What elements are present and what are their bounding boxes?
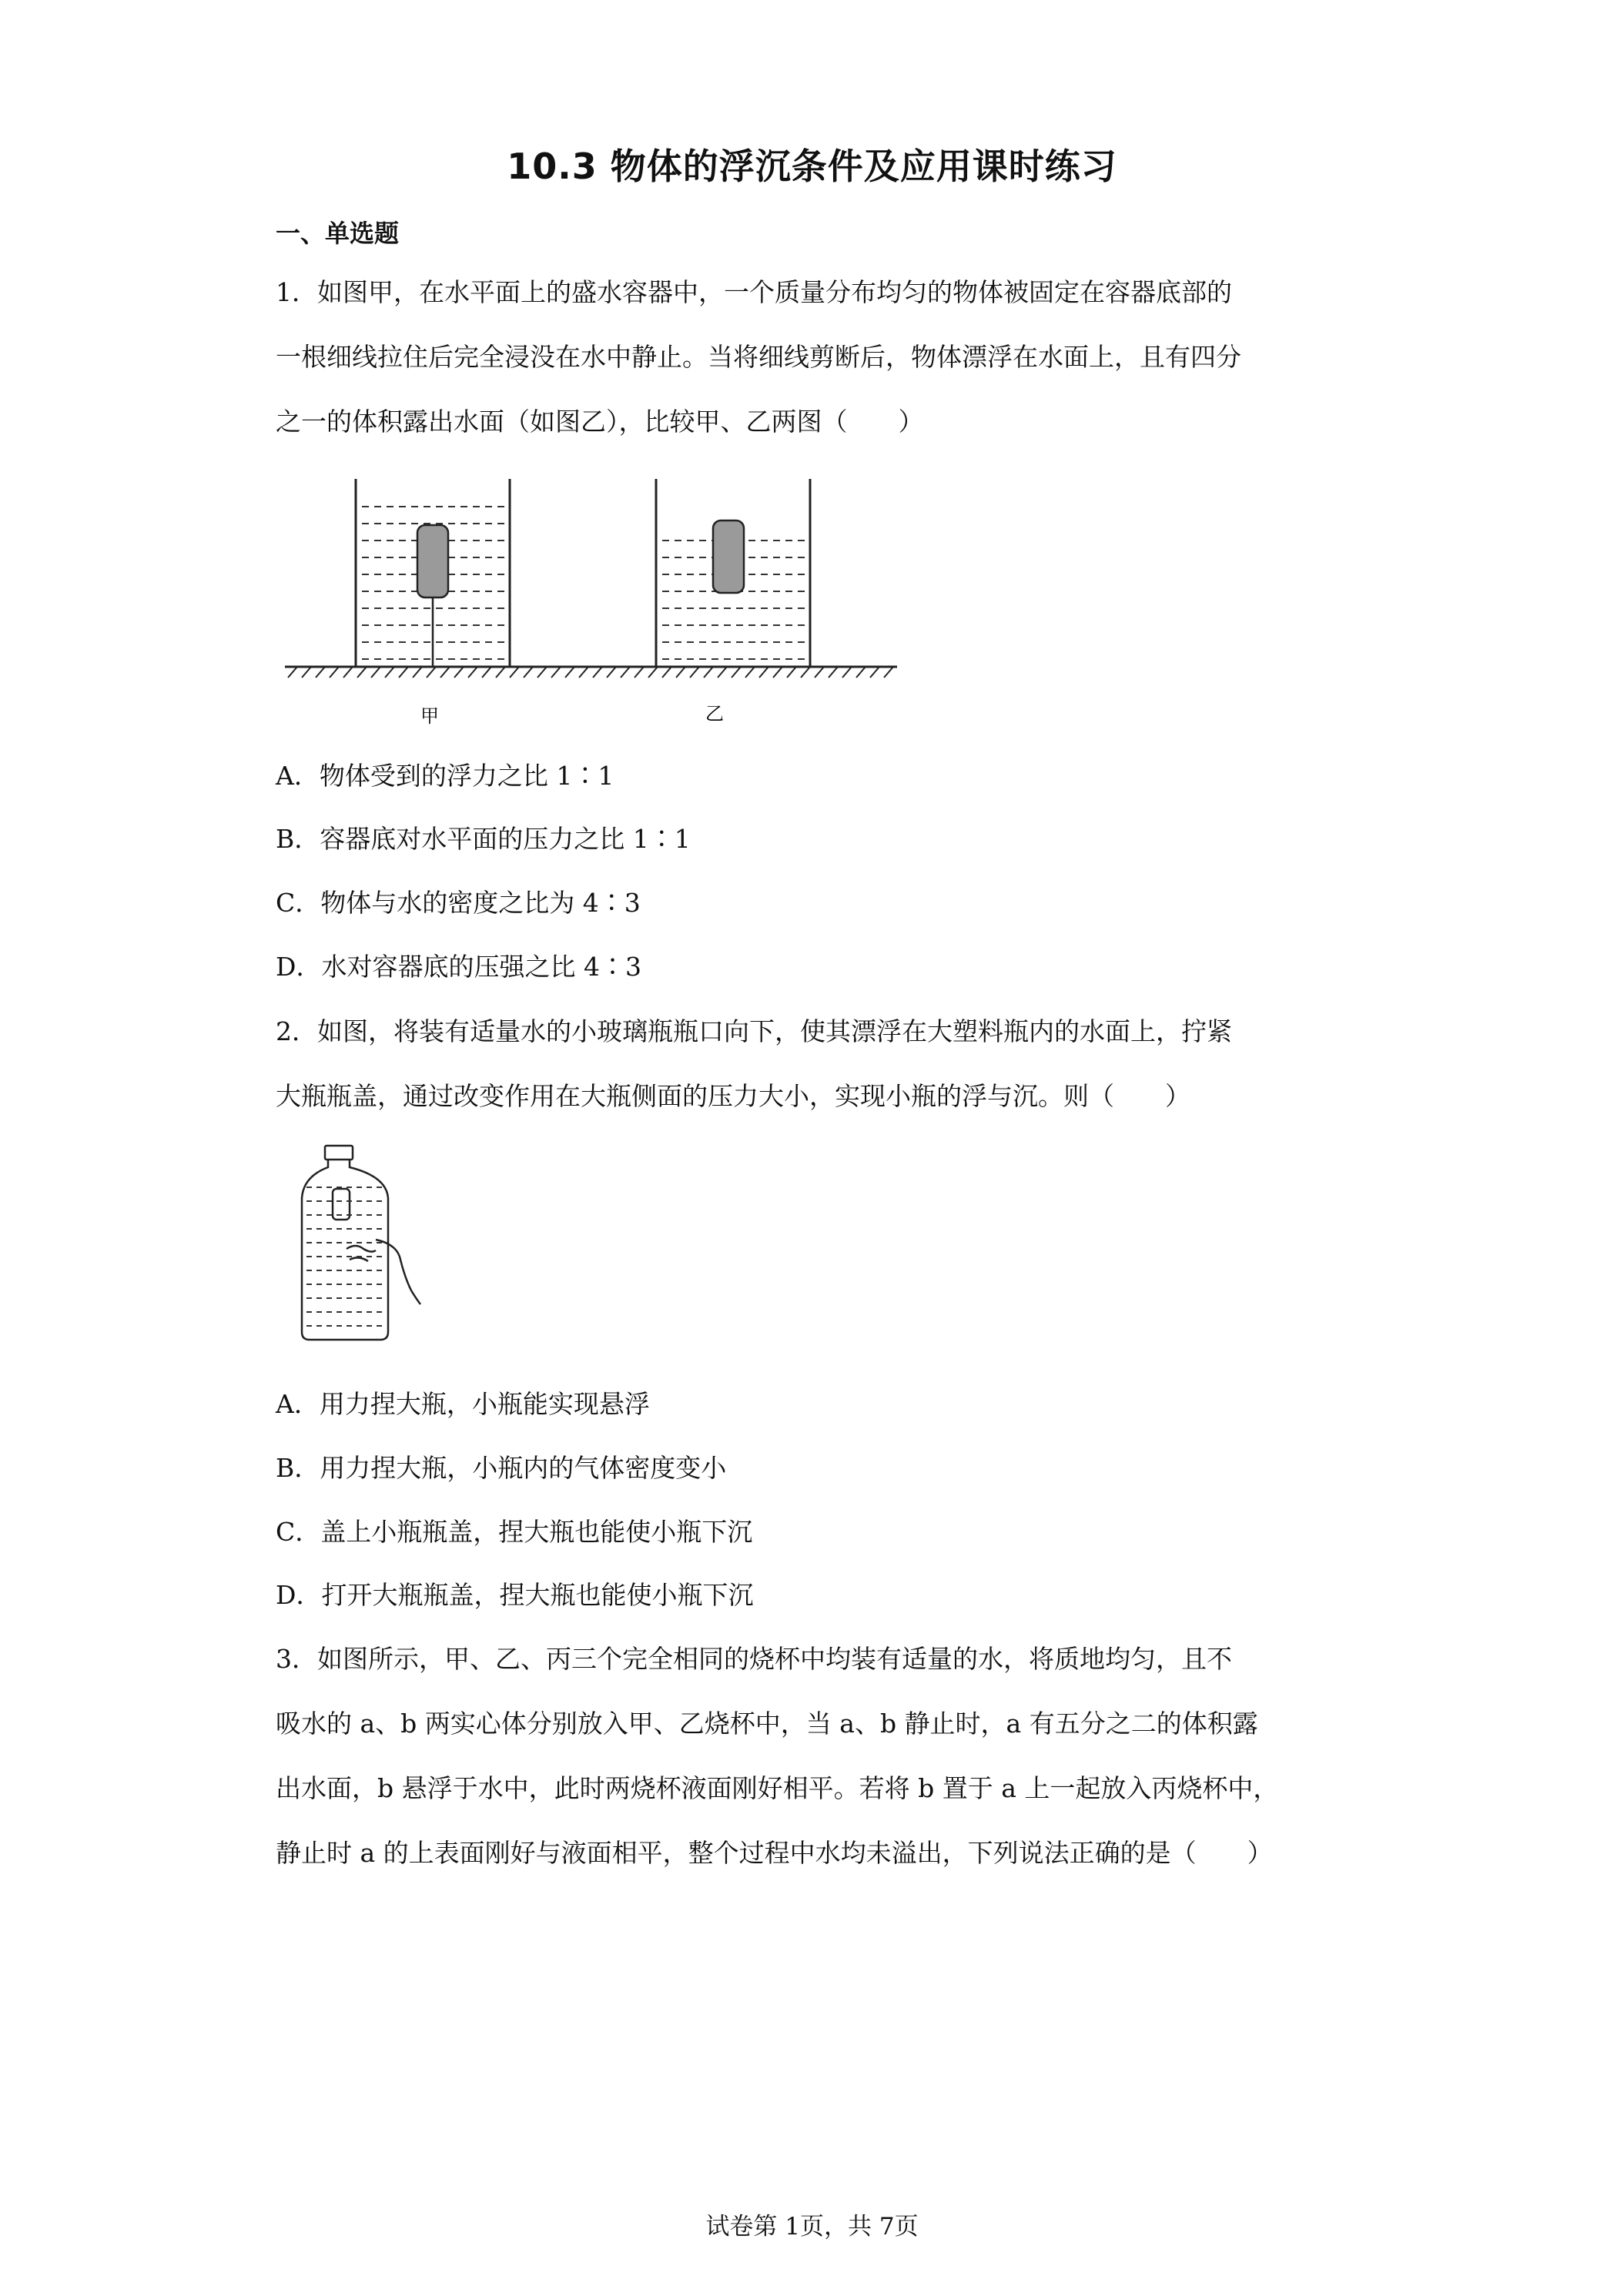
question-line: 静止时 a 的上表面刚好与液面相平，整个过程中水均未溢出，下列说法正确的是（ ） <box>276 1838 1273 1868</box>
container-jia <box>356 479 510 667</box>
q1-option-b: B．容器底对水平面的压力之比 1∶1 <box>276 824 691 854</box>
question-line: 1．如图甲，在水平面上的盛水容器中，一个质量分布均匀的物体被固定在容器底部的 <box>276 277 1232 307</box>
page-title: 10.3 物体的浮沉条件及应用课时练习 <box>507 146 1117 187</box>
bottle-cap <box>325 1146 353 1160</box>
submerged-object <box>417 525 448 597</box>
question-line: 3．如图所示，甲、乙、丙三个完全相同的烧杯中均装有适量的水，将质地均匀，且不 <box>276 1644 1232 1674</box>
question-1-text <box>276 260 1354 454</box>
question-2-text <box>276 999 1354 1129</box>
question-line: 大瓶瓶盖，通过改变作用在大瓶侧面的压力大小，实现小瓶的浮与沉。则（ ） <box>276 1081 1190 1111</box>
question-3-text <box>276 1627 1354 1886</box>
question-line: 出水面，b 悬浮于水中，此时两烧杯液面刚好相平。若将 b 置于 a 上一起放入丙烧杯中， <box>276 1773 1279 1803</box>
q1-option-c: C．物体与水的密度之比为 4∶3 <box>276 888 641 918</box>
q2-option-b: B．用力捏大瓶，小瓶内的气体密度变小 <box>276 1453 727 1483</box>
q2-option-a: A．用力捏大瓶，小瓶能实现悬浮 <box>276 1389 650 1419</box>
container-yi <box>656 479 810 667</box>
water-lines <box>306 1187 383 1326</box>
question-line: 吸水的 a、b 两实心体分别放入甲、乙烧杯中，当 a、b 静止时，a 有五分之二的体积露 <box>276 1709 1258 1739</box>
q1-option-d: D．水对容器底的压强之比 4∶3 <box>276 952 641 982</box>
question-line: 一根细线拉住后完全浸没在水中静止。当将细线剪断后，物体漂浮在水面上，且有四分 <box>276 342 1241 372</box>
figure-bottle <box>285 1140 439 1347</box>
section-heading: 一、单选题 <box>276 219 400 248</box>
figure-label-jia: 甲 <box>420 705 439 727</box>
question-line: 之一的体积露出水面（如图乙），比较甲、乙两图（ ） <box>276 407 924 437</box>
q2-option-d: D．打开大瓶瓶盖，捏大瓶也能使小瓶下沉 <box>276 1580 754 1610</box>
hand-outline <box>376 1240 420 1304</box>
floating-object <box>713 520 744 593</box>
ground-hatching <box>288 667 893 678</box>
figure-label-yi: 乙 <box>705 703 724 725</box>
bottle-body <box>302 1160 388 1340</box>
question-line: 2．如图，将装有适量水的小玻璃瓶瓶口向下，使其漂浮在大塑料瓶内的水面上，拧紧 <box>276 1016 1232 1046</box>
page-footer: 试卷第 1页，共 7页 <box>705 2213 919 2241</box>
q2-option-c: C．盖上小瓶瓶盖，捏大瓶也能使小瓶下沉 <box>276 1517 753 1547</box>
figure-containers <box>277 470 909 731</box>
q1-option-a: A．物体受到的浮力之比 1∶1 <box>276 761 614 791</box>
